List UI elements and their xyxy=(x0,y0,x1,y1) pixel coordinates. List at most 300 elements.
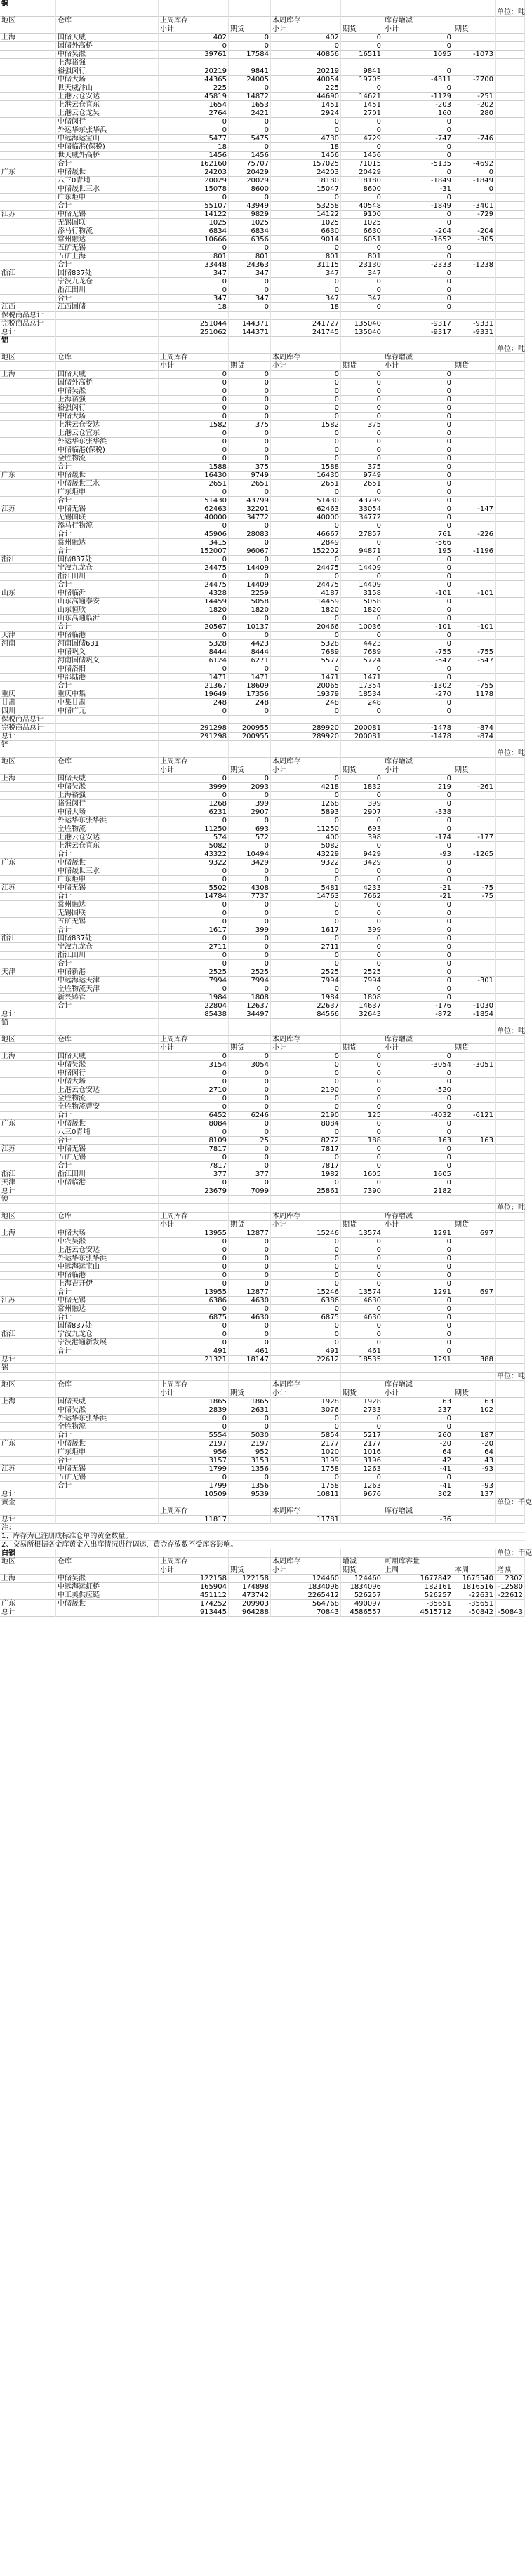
table-cell: 1588 xyxy=(271,463,341,472)
table-cell: 6386 xyxy=(159,1297,229,1305)
table-cell: 0 xyxy=(229,1053,271,1061)
table-cell: 上港云仓安达 xyxy=(56,1246,159,1255)
table-cell: 0 xyxy=(383,497,453,505)
table-cell: 9749 xyxy=(229,472,271,480)
table-cell: 0 xyxy=(159,42,229,51)
table-cell: 16430 xyxy=(271,472,341,480)
table-cell: 280 xyxy=(453,109,496,118)
table-cell: -5135 xyxy=(383,160,453,168)
table-cell xyxy=(496,168,525,177)
table-cell xyxy=(229,1036,271,1044)
table-cell xyxy=(496,295,525,303)
table-cell xyxy=(0,1246,56,1255)
table-cell xyxy=(496,34,525,42)
table-cell xyxy=(159,1499,229,1507)
table-cell xyxy=(159,1027,229,1036)
table-cell xyxy=(453,792,496,800)
table-cell: 全胜物流 xyxy=(56,1095,159,1103)
table-cell xyxy=(453,404,496,413)
table-cell xyxy=(341,1516,383,1524)
table-cell: 合计 xyxy=(56,893,159,901)
table-cell: 中储巩义 xyxy=(56,648,159,657)
table-cell xyxy=(0,135,56,143)
table-cell: 0 xyxy=(341,118,383,126)
table-cell xyxy=(0,1457,56,1465)
table-cell: 15246 xyxy=(271,1229,341,1238)
table-cell xyxy=(496,1330,525,1339)
table-cell: 0 xyxy=(341,985,383,994)
table-cell: 本周库存 xyxy=(271,1507,341,1516)
table-cell xyxy=(56,345,159,354)
table-cell xyxy=(0,396,56,404)
table-cell xyxy=(496,1482,525,1490)
table-cell: 182161 xyxy=(383,1583,453,1591)
table-cell xyxy=(453,84,496,93)
table-cell: 0 xyxy=(229,371,271,379)
table-row xyxy=(0,1558,525,1566)
table-row xyxy=(0,8,525,17)
table-cell: 浙江 xyxy=(0,1170,56,1179)
table-cell: 8600 xyxy=(341,185,383,194)
table-cell: 0 xyxy=(229,1474,271,1482)
table-row xyxy=(0,269,525,278)
table-cell: 12877 xyxy=(229,1288,271,1297)
table-cell: 广东炬申 xyxy=(56,488,159,497)
table-cell: 1832 xyxy=(341,783,383,792)
table-cell xyxy=(0,429,56,438)
table-cell: 19379 xyxy=(271,690,341,699)
table-row xyxy=(0,581,525,589)
table-cell: 4630 xyxy=(341,1297,383,1305)
table-cell xyxy=(0,674,56,682)
table-cell: 0 xyxy=(341,901,383,909)
table-cell: 上周库存 xyxy=(159,1558,229,1566)
table-cell: 0 xyxy=(229,84,271,93)
table-cell: 上海 xyxy=(0,775,56,783)
table-cell: 期货 xyxy=(229,362,271,371)
table-cell: 0 xyxy=(271,792,341,800)
table-cell xyxy=(453,8,496,17)
table-cell xyxy=(0,1128,56,1137)
table-cell: 162160 xyxy=(159,160,229,168)
table-cell: 4730 xyxy=(271,135,341,143)
table-cell: 0 xyxy=(229,615,271,623)
table-cell xyxy=(0,1086,56,1095)
table-cell: 124460 xyxy=(341,1575,383,1583)
table-cell xyxy=(341,312,383,320)
table-cell: 外运华东张华浜 xyxy=(56,126,159,135)
table-cell: 中储大场 xyxy=(56,413,159,421)
table-cell: 中储吴淞 xyxy=(56,1406,159,1415)
table-cell: 347 xyxy=(341,295,383,303)
table-cell xyxy=(453,421,496,429)
table-cell: 0 xyxy=(383,598,453,606)
table-cell xyxy=(496,1036,525,1044)
table-cell xyxy=(56,724,159,733)
table-cell: 20567 xyxy=(159,623,229,632)
table-cell xyxy=(0,143,56,152)
table-row xyxy=(0,530,525,539)
table-cell: 4328 xyxy=(159,589,229,598)
table-cell: -1238 xyxy=(453,261,496,269)
table-cell: 世天威外高桥 xyxy=(56,152,159,160)
table-cell xyxy=(0,808,56,817)
table-cell: 0 xyxy=(383,1280,453,1288)
table-cell xyxy=(0,219,56,227)
table-cell: 200955 xyxy=(229,733,271,741)
table-cell xyxy=(496,926,525,935)
table-cell: 添马行物流 xyxy=(56,227,159,236)
table-cell xyxy=(271,1027,341,1036)
table-cell xyxy=(453,968,496,977)
table-cell xyxy=(56,1204,159,1213)
table-cell: 251044 xyxy=(159,320,229,328)
table-cell: 45906 xyxy=(159,530,229,539)
table-cell: -338 xyxy=(383,808,453,817)
table-cell xyxy=(341,1507,383,1516)
table-cell: 952 xyxy=(229,1448,271,1457)
table-cell: 0 xyxy=(159,1415,229,1423)
table-cell: 20065 xyxy=(271,682,341,690)
table-cell: 0 xyxy=(271,909,341,918)
table-cell: 0 xyxy=(383,126,453,135)
table-cell: 外运华东张华浜 xyxy=(56,438,159,446)
table-cell: 广东 xyxy=(0,472,56,480)
table-cell: 库存增减 xyxy=(383,17,453,25)
table-cell xyxy=(496,269,525,278)
table-cell: 上周库存 xyxy=(159,17,229,25)
table-row xyxy=(0,438,525,446)
table-cell: 0 xyxy=(229,1423,271,1432)
table-cell: 0 xyxy=(271,286,341,295)
table-cell: 上港云仓安达 xyxy=(56,421,159,429)
table-cell: 仓库 xyxy=(56,1558,159,1566)
table-cell: 2182 xyxy=(383,1187,453,1196)
table-row xyxy=(0,1406,525,1415)
table-cell: 山东高通泰安 xyxy=(56,598,159,606)
table-cell: 3196 xyxy=(341,1457,383,1465)
table-cell xyxy=(453,379,496,387)
table-cell xyxy=(0,606,56,615)
table-cell xyxy=(496,775,525,783)
table-cell xyxy=(496,497,525,505)
table-cell: 重庆 xyxy=(0,690,56,699)
table-cell: 8109 xyxy=(159,1137,229,1145)
table-cell: 1675540 xyxy=(453,1575,496,1583)
table-cell: 0 xyxy=(383,286,453,295)
table-cell xyxy=(496,623,525,632)
table-cell: 0 xyxy=(341,632,383,640)
table-cell: 0 xyxy=(159,1095,229,1103)
table-cell: -1854 xyxy=(453,1010,496,1019)
table-cell: 0 xyxy=(341,707,383,716)
table-cell xyxy=(0,547,56,556)
table-cell: -3051 xyxy=(453,1061,496,1069)
table-cell: 江西国储 xyxy=(56,303,159,312)
table-cell xyxy=(56,1516,159,1524)
table-cell: 国储天威 xyxy=(56,775,159,783)
table-cell: 0 xyxy=(383,371,453,379)
table-cell: 124460 xyxy=(271,1575,341,1583)
table-cell: 0 xyxy=(341,665,383,674)
table-cell: 河南 xyxy=(0,640,56,648)
table-cell: 总计 xyxy=(0,1010,56,1019)
table-cell xyxy=(229,1507,271,1516)
table-cell: -4692 xyxy=(453,160,496,168)
table-cell: 135040 xyxy=(341,328,383,337)
table-cell: 中远海运宝山 xyxy=(56,1263,159,1272)
table-cell: 248 xyxy=(229,699,271,707)
table-cell: 上港云仓宜东 xyxy=(56,842,159,850)
table-cell xyxy=(0,893,56,901)
table-cell: 无锡国联 xyxy=(56,514,159,522)
table-cell xyxy=(271,1196,341,1204)
table-cell: 0 xyxy=(383,994,453,1002)
table-cell xyxy=(453,640,496,648)
table-cell: 9322 xyxy=(271,859,341,867)
table-cell xyxy=(453,539,496,547)
table-cell: 0 xyxy=(383,168,453,177)
table-cell: 347 xyxy=(271,269,341,278)
table-cell xyxy=(453,0,496,8)
table-cell xyxy=(496,1238,525,1246)
table-cell xyxy=(229,1516,271,1524)
table-cell xyxy=(496,1263,525,1272)
table-cell: 122158 xyxy=(159,1575,229,1583)
table-cell xyxy=(229,1019,271,1027)
table-cell: 0 xyxy=(229,985,271,994)
table-row xyxy=(0,884,525,893)
table-cell: 1356 xyxy=(229,1465,271,1474)
table-cell: 0 xyxy=(159,901,229,909)
table-cell: 上海 xyxy=(0,1398,56,1406)
table-cell: 浙江田川 xyxy=(56,573,159,581)
table-cell xyxy=(453,1069,496,1078)
table-cell xyxy=(496,977,525,985)
table-cell xyxy=(453,632,496,640)
table-cell: 1456 xyxy=(229,152,271,160)
table-cell xyxy=(496,446,525,455)
table-cell: 上港云仓安达 xyxy=(56,834,159,842)
table-cell xyxy=(229,758,271,766)
table-cell xyxy=(453,1154,496,1162)
table-cell xyxy=(453,1170,496,1179)
table-cell: 锡 xyxy=(0,1364,56,1373)
table-cell: 17584 xyxy=(229,51,271,59)
table-cell: 小计 xyxy=(159,362,229,371)
table-cell: 526257 xyxy=(383,1591,453,1600)
table-cell xyxy=(271,312,341,320)
table-cell: 0 xyxy=(159,429,229,438)
table-cell: -101 xyxy=(383,623,453,632)
table-cell: 0 xyxy=(271,1272,341,1280)
table-cell: 347 xyxy=(341,269,383,278)
table-cell: 0 xyxy=(271,867,341,876)
table-cell: 122158 xyxy=(229,1575,271,1583)
table-cell xyxy=(496,842,525,850)
table-row xyxy=(0,1162,525,1170)
table-cell: 0 xyxy=(383,876,453,884)
table-cell xyxy=(271,1549,341,1558)
table-cell xyxy=(0,1591,56,1600)
table-cell xyxy=(496,320,525,328)
table-cell xyxy=(56,1507,159,1516)
table-cell: 144371 xyxy=(229,328,271,337)
table-cell: 上海裕强 xyxy=(56,792,159,800)
table-cell: 34497 xyxy=(229,1010,271,1019)
table-cell xyxy=(383,1549,453,1558)
table-cell: 合计 xyxy=(56,623,159,632)
table-cell: 外运华东张华浜 xyxy=(56,1415,159,1423)
table-cell xyxy=(56,716,159,724)
table-row xyxy=(0,1112,525,1120)
table-cell: 2711 xyxy=(159,943,229,952)
table-cell: 400 xyxy=(271,834,341,842)
table-cell: 1820 xyxy=(229,606,271,615)
table-cell: 0 xyxy=(383,564,453,573)
table-row xyxy=(0,766,525,775)
table-cell: 237 xyxy=(383,1406,453,1415)
table-cell xyxy=(229,749,271,758)
table-cell: -755 xyxy=(453,648,496,657)
table-cell xyxy=(56,1196,159,1204)
table-cell xyxy=(496,1600,525,1608)
table-cell: 1291 xyxy=(383,1288,453,1297)
table-cell: 0 xyxy=(341,918,383,926)
table-cell xyxy=(453,42,496,51)
table-cell xyxy=(453,867,496,876)
table-cell: 上海 xyxy=(0,34,56,42)
table-cell: 八三0青埔 xyxy=(56,1128,159,1137)
table-cell: 0 xyxy=(229,429,271,438)
table-cell: 21321 xyxy=(159,1356,229,1364)
table-cell: 中储晟世三水 xyxy=(56,867,159,876)
table-cell xyxy=(453,253,496,261)
table-cell: -9331 xyxy=(453,320,496,328)
table-cell: 0 xyxy=(383,1423,453,1432)
table-cell: 本周库存 xyxy=(271,1558,341,1566)
table-cell: 1758 xyxy=(271,1482,341,1490)
table-cell xyxy=(0,648,56,657)
table-cell: 镍 xyxy=(0,1196,56,1204)
table-cell: 1808 xyxy=(229,994,271,1002)
table-cell: 0 xyxy=(383,800,453,808)
table-cell: 0 xyxy=(383,429,453,438)
table-cell: 22612 xyxy=(271,1356,341,1364)
table-cell: -547 xyxy=(453,657,496,665)
table-cell: 0 xyxy=(229,1145,271,1154)
table-row xyxy=(0,379,525,387)
table-cell: 10137 xyxy=(229,623,271,632)
table-cell xyxy=(0,101,56,109)
table-cell: 常州融达 xyxy=(56,539,159,547)
table-cell: 33448 xyxy=(159,261,229,269)
table-cell xyxy=(453,295,496,303)
table-row xyxy=(0,876,525,884)
table-cell xyxy=(453,749,496,758)
table-cell: 期货 xyxy=(341,1221,383,1229)
table-cell: 10811 xyxy=(271,1490,341,1499)
table-cell xyxy=(453,1364,496,1373)
table-cell: 0 xyxy=(159,632,229,640)
table-cell: 0 xyxy=(229,1162,271,1170)
table-cell: 2190 xyxy=(271,1112,341,1120)
table-cell: 1865 xyxy=(159,1398,229,1406)
note-line: 注： xyxy=(0,1524,525,1533)
table-cell: 200955 xyxy=(229,724,271,733)
table-cell xyxy=(453,152,496,160)
table-cell xyxy=(229,8,271,17)
table-row xyxy=(0,867,525,876)
table-cell: 45819 xyxy=(159,93,229,101)
table-cell xyxy=(341,1499,383,1507)
table-cell xyxy=(0,530,56,539)
table-cell: 160 xyxy=(383,109,453,118)
table-cell: 外运华东张华浜 xyxy=(56,817,159,825)
table-cell: 0 xyxy=(229,303,271,312)
table-cell: 0 xyxy=(229,455,271,463)
table-cell: 347 xyxy=(271,295,341,303)
table-cell xyxy=(341,749,383,758)
table-cell xyxy=(496,766,525,775)
table-cell xyxy=(453,1280,496,1288)
table-cell xyxy=(496,884,525,893)
table-cell: 上周库存 xyxy=(159,1381,229,1389)
table-cell: -101 xyxy=(383,589,453,598)
table-row xyxy=(0,354,525,362)
table-cell xyxy=(496,84,525,93)
table-cell xyxy=(159,1373,229,1381)
table-cell: 85438 xyxy=(159,1010,229,1019)
table-cell: 0 xyxy=(383,143,453,152)
table-cell xyxy=(0,564,56,573)
table-cell xyxy=(0,362,56,371)
table-row xyxy=(0,556,525,564)
table-cell xyxy=(56,328,159,337)
table-cell: 0 xyxy=(341,1322,383,1330)
table-cell: 国储837处 xyxy=(56,1322,159,1330)
table-cell: 165904 xyxy=(159,1583,229,1591)
table-cell: 1268 xyxy=(271,800,341,808)
table-cell: 0 xyxy=(341,1154,383,1162)
table-cell: 2197 xyxy=(229,1440,271,1448)
table-row xyxy=(0,472,525,480)
table-cell xyxy=(0,1263,56,1272)
table-cell: 中储晟世 xyxy=(56,859,159,867)
table-cell: 0 xyxy=(341,876,383,884)
table-cell xyxy=(453,909,496,918)
table-cell xyxy=(496,42,525,51)
table-cell: 期货 xyxy=(341,1044,383,1053)
table-cell xyxy=(496,1069,525,1078)
table-cell: 0 xyxy=(383,194,453,202)
table-cell: 2764 xyxy=(159,109,229,118)
table-cell: 0 xyxy=(159,413,229,421)
table-cell xyxy=(453,1499,496,1507)
table-cell: 山东 xyxy=(0,589,56,598)
table-cell: -20 xyxy=(383,1440,453,1448)
table-cell: 0 xyxy=(229,817,271,825)
table-cell xyxy=(0,1069,56,1078)
table-cell: 0 xyxy=(341,867,383,876)
table-cell: 1263 xyxy=(341,1482,383,1490)
table-cell xyxy=(0,497,56,505)
table-cell: 9841 xyxy=(341,67,383,76)
table-cell: 0 xyxy=(383,438,453,446)
table-row xyxy=(0,1069,525,1078)
table-cell: -41 xyxy=(383,1482,453,1490)
table-cell xyxy=(453,413,496,421)
